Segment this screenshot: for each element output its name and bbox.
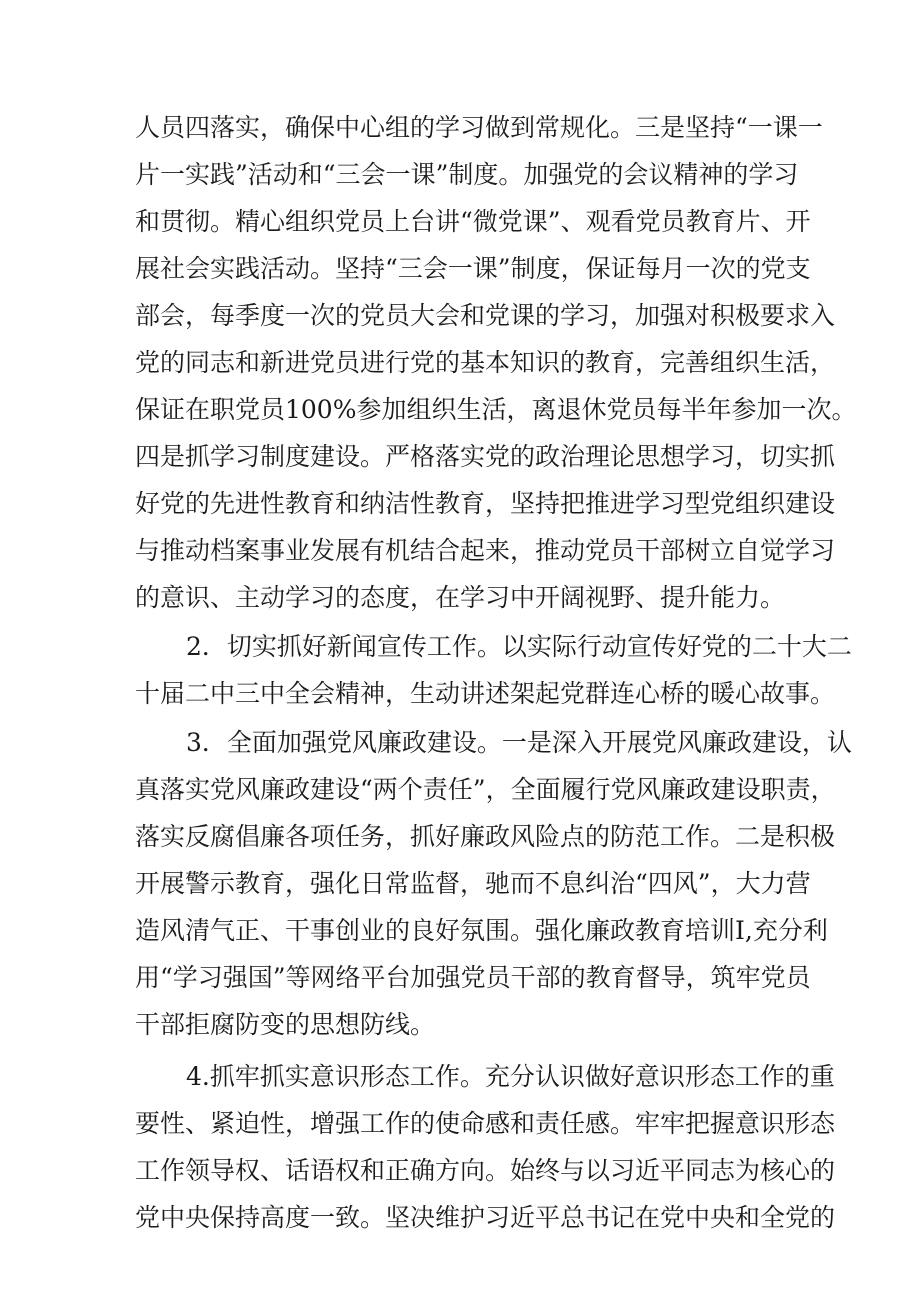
text-line [0, 911, 920, 951]
text-line-content: 四是抓学习制度建设。严格落实党的政治理论思想学习，切实抓 [135, 442, 836, 471]
text-line-content: 好党的先进性教育和纳洁性教育，坚持把推进学习型党组织建设 [135, 489, 836, 518]
text-line [0, 390, 920, 430]
text-line [0, 1104, 920, 1144]
text-line [0, 108, 920, 148]
text-line [0, 817, 920, 857]
text-line [0, 531, 920, 571]
text-line-content: 展社会实践活动。坚持“三会一课”制度，保证每月一次的党支 [135, 254, 811, 283]
text-line [0, 155, 920, 195]
text-line [0, 578, 920, 618]
text-line [0, 1198, 920, 1238]
text-line [0, 296, 920, 336]
text-line-content: 片一实践”活动和“三会一课”制度。加强党的会议精神的学习 [135, 160, 799, 189]
text-line-content: 干部拒腐防变的思想防线。 [135, 1010, 436, 1039]
text-line [0, 864, 920, 904]
text-line-content: 要性、紧迫性，增强工作的使命感和责任感。牢牢把握意识形态 [135, 1109, 836, 1138]
text-line [0, 202, 920, 242]
text-line-content: 和贯彻。精心组织党员上台讲“微党课”、观看党员教育片、开 [135, 207, 811, 236]
text-line-content: 人员四落实，确保中心组的学习做到常规化。三是坚持“一课一 [135, 113, 823, 142]
text-line-content: 落实反腐倡廉各项任务，抓好廉政风险点的防范工作。二是积极 [135, 822, 836, 851]
text-line-content: 党的同志和新进党员进行党的基本知识的教育，完善组织生活， [135, 348, 836, 377]
text-line-content: 3．全面加强党风廉政建设。一是深入开展党风廉政建设，认 [186, 728, 852, 757]
text-line-content: 2．切实抓好新闻宣传工作。以实际行动宣传好党的二十大二 [186, 632, 852, 661]
text-line-content: 十届二中三中全会精神，生动讲述架起党群连心桥的暖心故事。 [135, 679, 836, 708]
text-line [0, 674, 920, 714]
text-line-content: 部会，每季度一次的党员大会和党课的学习，加强对积极要求入 [135, 301, 836, 330]
text-line [0, 437, 920, 477]
text-line-content: 与推动档案事业发展有机结合起来，推动党员干部树立自觉学习 [135, 536, 836, 565]
text-line [0, 958, 920, 998]
text-line-content: 开展警示教育，强化日常监督，驰而不息纠治“四风”，大力营 [135, 869, 811, 898]
text-line-content: 用“学习强国”等网络平台加强党员干部的教育督导，筑牢党员 [135, 963, 811, 992]
text-line-content: 真落实党风廉政建设“两个责任”，全面履行党风廉政建设职责， [135, 775, 836, 804]
text-line [0, 343, 920, 383]
text-line-content: 工作领导权、话语权和正确方向。始终与以习近平同志为核心的 [135, 1156, 836, 1185]
text-line-content: 保证在职党员100%参加组织生活，离退休党员每半年参加一次。 [135, 395, 857, 424]
paragraph-3-heading-line [0, 723, 920, 763]
text-line [0, 484, 920, 524]
text-line-content: 的意识、主动学习的态度，在学习中开阔视野、提升能力。 [135, 583, 786, 612]
text-line-content: 4.抓牢抓实意识形态工作。充分认识做好意识形态工作的重 [186, 1062, 835, 1091]
paragraph-2-heading-line [0, 627, 920, 667]
text-line-content: 造风清气正、干事创业的良好氛围。强化廉政教育培训I,充分利 [135, 916, 828, 945]
text-line [0, 249, 920, 289]
text-line [0, 1151, 920, 1191]
text-line [0, 1005, 920, 1045]
text-line-content: 党中央保持高度一致。坚决维护习近平总书记在党中央和全党的 [135, 1203, 836, 1232]
paragraph-4-heading-line [0, 1057, 920, 1097]
text-line [0, 770, 920, 810]
